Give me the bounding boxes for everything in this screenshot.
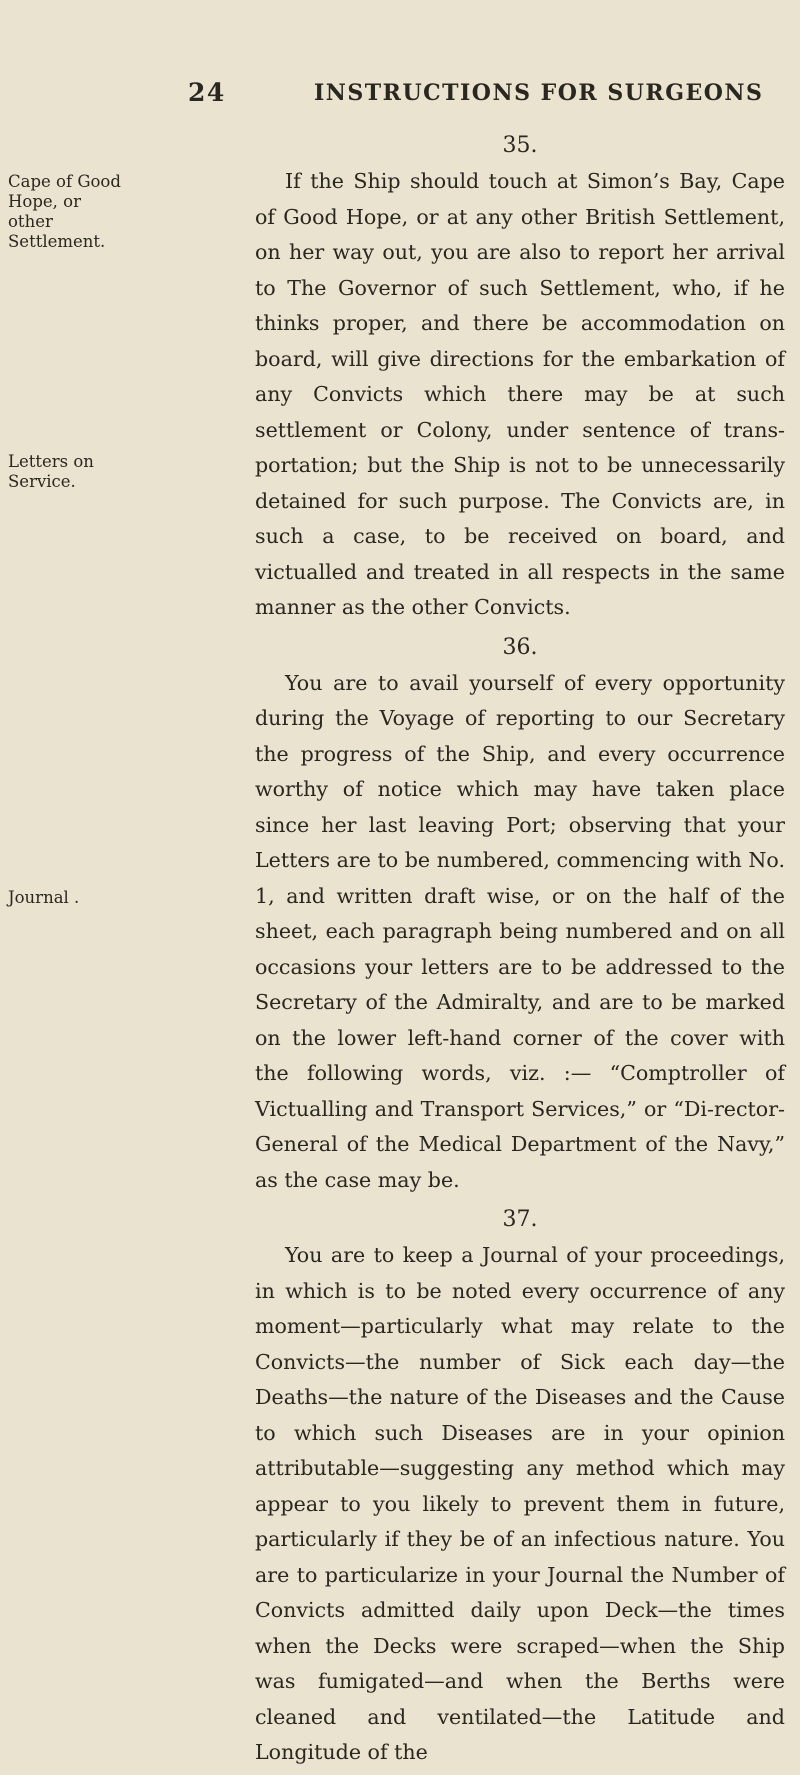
page-number: 24	[188, 78, 226, 107]
margin-note-letters-on-service: Letters on Service.	[8, 452, 94, 491]
section-number: 36.	[502, 634, 538, 660]
margin-note-journal: Journal .	[8, 888, 80, 907]
main-text	[255, 128, 785, 1775]
section-37	[255, 1202, 785, 1771]
section-paragraph: If the Ship should touch at Simon’s Bay, Cape of Good Hope, or at any other British Settlement, on her way out, you are also to report her arrival to The Governor of such Settlement, who, if he thinks proper, and there be accommodation on board, will give directions for the embarkation of any Convicts which there may be at such settlement or Colony, under sentence of trans-portation; but the Ship is not to be unnecessarily detained for such purpose. The Convicts are, in such a case, to be received on board, and victualled and treated in all respects in the same manner as the other Convicts.	[255, 169, 785, 619]
margin-note-cape-of-good-hope: Cape of Good Hope, or other Settlement.	[8, 172, 121, 251]
section-35	[255, 128, 785, 626]
section-paragraph: You are to avail yourself of every opportunity during the Voyage of reporting to our Secretary the progress of the Ship, and every occurrence worthy of notice which may have taken place since her last leaving Port; observing that your Letters are to be numbered, commencing with No. 1, and written draft wise, or on the half of the sheet, each paragraph being numbered and on all occasions your letters are to be addressed to the Secretary of the Admiralty, and are to be marked on the lower left-hand corner of the cover with the following words, viz. :— “Comptroller of Victualling and Transport Services,” or “Di-rector-General of the Medical Department of the Navy,” as the case may be.	[255, 670, 785, 1192]
page-header	[184, 78, 784, 118]
section-number: 37.	[502, 1207, 538, 1232]
section-paragraph: You are to keep a Journal of your proceedings, in which is to be noted every occurrence of any moment—particularly what may relate to the Convicts—the number of Sick each day—the Deaths—the nature of the Diseases and the Cause to which such Diseases are in your opinion attributable—suggesting any method which may appear to you likely to prevent them in future, particularly if they be of an infectious nature. You are to particularize in your Journal the Number of Convicts admitted daily upon Deck—the times when the Decks were scraped—when the Ship was fumigated—and when the Berths were cleaned and ventilated—the Latitude and Longitude of the	[255, 1243, 785, 1764]
running-head: INSTRUCTIONS FOR SURGEONS	[314, 80, 764, 106]
section-36	[255, 630, 785, 1199]
section-number: 35.	[502, 133, 538, 158]
